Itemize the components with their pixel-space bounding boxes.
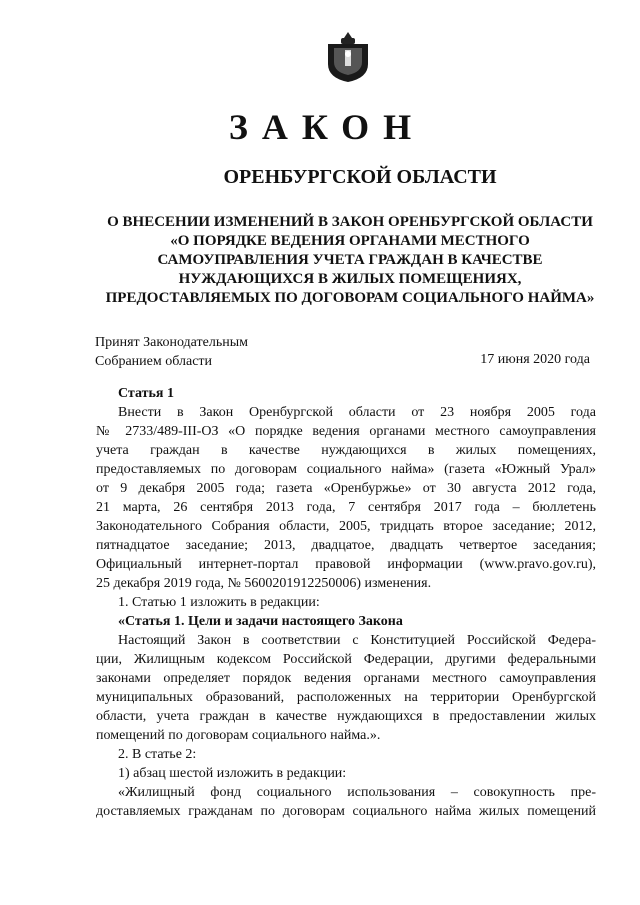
body-line: ции, Жилищным кодексом Российской Федерации, другими федеральными	[96, 652, 596, 667]
subtitle-line: «О ПОРЯДКЕ ВЕДЕНИЯ ОРГАНАМИ МЕСТНОГО	[170, 233, 530, 249]
body-line: «Жилищный фонд социального использования – совокупность пре-	[118, 785, 596, 800]
body-line: 2. В статье 2:	[118, 747, 197, 762]
body-line: 25 декабря 2019 года, № 5600201912250006) изменения.	[96, 576, 432, 591]
subtitle-line: САМОУПРАВЛЕНИЯ УЧЕТА ГРАЖДАН В КАЧЕСТВЕ	[157, 252, 543, 268]
document-region: ОРЕНБУРГСКОЙ ОБЛАСТИ	[223, 166, 497, 188]
body-line: Законодательного Собрания области, 2005, тридцать второе заседание; 2012,	[96, 519, 596, 534]
accepted-line: Собранием области	[95, 354, 213, 369]
document-body	[96, 384, 596, 821]
subtitle-line: НУЖДАЮЩИХСЯ В ЖИЛЫХ ПОМЕЩЕНИЯХ,	[178, 271, 522, 287]
body-line: 1) абзац шестой изложить в редакции:	[118, 766, 347, 781]
document-title: ЗАКОН	[228, 107, 426, 147]
body-line: доставляемых гражданам по договорам социального найма жилых помещений	[96, 804, 596, 819]
article-heading: Статья 1	[118, 386, 174, 401]
accepted-line: Принят Законодательным	[95, 335, 248, 350]
body-line: муниципальных образований, расположенных на территории Оренбургской	[96, 690, 596, 705]
body-line: Официальный интернет-портал правовой информации (www.pravo.gov.ru),	[96, 557, 596, 572]
coat-of-arms-emblem	[326, 30, 370, 82]
body-line: от 9 декабря 2005 года; газета «Оренбуржье» от 30 августа 2012 года,	[96, 481, 596, 496]
body-line: 21 марта, 26 сентября 2013 года, 7 сентября 2017 года – бюллетень	[96, 500, 596, 515]
body-line: области, учета граждан в качестве нуждающихся в предоставлении жилых	[96, 709, 596, 724]
body-line: помещений по договорам социального найма.».	[96, 728, 381, 743]
body-line: 1. Статью 1 изложить в редакции:	[118, 595, 320, 610]
body-line: Внести в Закон Оренбургской области от 23 ноября 2005 года	[118, 405, 596, 420]
adoption-date: 17 июня 2020 года	[480, 352, 590, 367]
body-line: № 2733/489-III-ОЗ «О порядке ведения органами местного самоуправления	[96, 424, 596, 439]
body-line: учета граждан в качестве нуждающихся в жилых помещениях,	[96, 443, 596, 458]
quoted-article-heading: «Статья 1. Цели и задачи настоящего Закона	[118, 614, 403, 629]
body-line: предоставляемых по договорам социального найма» (газета «Южный Урал»	[96, 462, 596, 477]
subtitle-line: О ВНЕСЕНИИ ИЗМЕНЕНИЙ В ЗАКОН ОРЕНБУРГСКОЙ ОБЛАСТИ	[107, 214, 593, 230]
body-line: пятнадцатое заседание; 2013, двадцатое, двадцать четвертое заседания;	[96, 538, 596, 553]
subtitle-line: ПРЕДОСТАВЛЯЕМЫХ ПО ДОГОВОРАМ СОЦИАЛЬНОГО НАЙМА»	[105, 290, 595, 306]
body-line: Настоящий Закон в соответствии с Конституцией Российской Федера-	[118, 633, 596, 648]
document-subtitle	[70, 213, 630, 308]
accepted-by	[95, 333, 248, 371]
body-line: законами определяет порядок ведения органами местного самоуправления	[96, 671, 596, 686]
